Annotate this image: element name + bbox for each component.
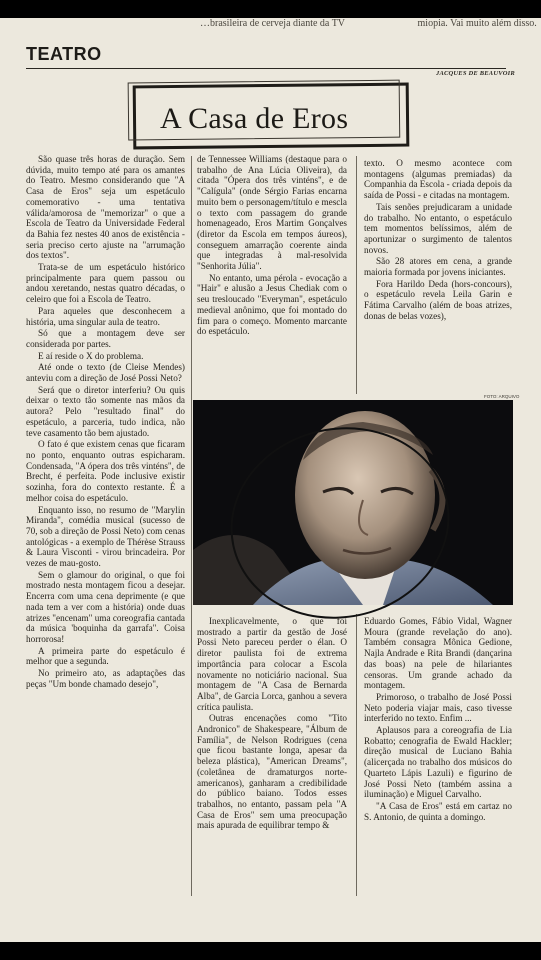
paragraph: Será que o diretor interferiu? Ou quis deixar o texto tão somente nas mãos da autora? Pelo "resultado final" do espetáculo, a parceria, tudo indica, não teve casamento tão bem ajustado. [26, 384, 185, 438]
paragraph: No entanto, uma pérola - evocação a "Hair" e alusão a Jesus Chediak com o seu tresloucado "Everyman", espetáculo medieval anônimo, que foi montado do fim para o começo. Momento marcante do espetáculo. [197, 272, 347, 337]
paragraph: São 28 atores em cena, a grande maioria formada por jovens iniciantes. [364, 256, 512, 278]
newspaper-page [0, 18, 541, 942]
section-title: TEATRO [26, 44, 102, 64]
article-column-1 [26, 154, 185, 690]
paragraph: Trata-se de um espetáculo histórico principalmente para quem passou ou andou xeretando, nestas quatro décadas, o celeiro que foi a Escola de Teatro. [26, 262, 185, 305]
article-column-2-lower [197, 616, 347, 832]
paragraph: "A Casa de Eros" está em cartaz no S. Antonio, de quinta a domingo. [364, 800, 512, 822]
top-strip [200, 18, 540, 32]
article-column-3-lower [364, 616, 512, 823]
photo-credit: FOTO: ARQUIVO [484, 394, 520, 399]
column-rule [356, 614, 357, 896]
paragraph: de Tennessee Williams (destaque para o trabalho de Ana Lúcia Oliveira), da citada "Ópera dos três vinténs", e de "Calígula" (onde Sérgio Farias encarna muito bem o personagem/título e mescla o texto com passagem do grande homenageado, Eros Martim Gonçalves (diretor da Escola em tempos áureos), conseguem amarração coerente ainda que integradas à mal-resolvida "Senhorita Júlia". [197, 154, 347, 272]
paragraph: Até onde o texto (de Cleise Mendes) anteviu com a direção de José Possi Neto? [26, 362, 185, 384]
bottom-border [0, 942, 541, 960]
section-header [26, 42, 506, 69]
strip-text-left: …brasileira de cerveja diante da TV [200, 18, 346, 29]
paragraph: Inexplicavelmente, o que foi mostrado a partir da gestão de José Possi Neto pareceu perder o élan. O diretor paulista foi de extrema importância para colocar a Escola novamente no noticiário nacional. Sua montagem de "A Casa de Bernarda Alba", de Garcia Lorca, ganhou a severa crítica paulista. [197, 616, 347, 712]
paragraph: Aplausos para a coreografia de Lia Robatto; cenografia de Ewald Hackler; direção musical de Luciano Bahia (alicerçada no trabalho dos músicos do Quarteto Lápis Lazuli) e figurino de José Possi Neto (também assina a iluminação) e Miguel Carvalho. [364, 725, 512, 800]
paragraph: Enquanto isso, no resumo de "Marylin Miranda", comédia musical (sucesso de 70, sob a direção de Possi Neto) com cenas antológicas - a exemplo de Thérèse Strauss & Laura Visconti - virou brincadeira. Por vezes de mau-gosto. [26, 504, 185, 569]
column-rule [356, 156, 357, 394]
paragraph: São quase três horas de duração. Sem dúvida, muito tempo até para os amantes do Teatro. Mesmo considerando que "A Casa de Eros" seja um espetáculo comemorativo - uma tentativa válida/amorosa de "memorizar" o que a Escola de Teatro da Universidade Federal da Bahia fez nestes 40 anos de existência - seria preciso certo ajuste na "arrumação dos textos". [26, 154, 185, 261]
paragraph: texto. O mesmo acontece com montagens (algumas premiadas) da Companhia da Escola - criada depois da saída de Possi - e citadas na montagem. [364, 158, 512, 201]
paragraph: No primeiro ato, as adaptações das peças "Um bonde chamado desejo", [26, 668, 185, 689]
article-column-3 [364, 158, 512, 323]
paragraph: Sem o glamour do original, o que foi mostrado nesta montagem ficou a desejar. Encerra com uma cena deprimente (e que nada tem a ver com a história) onde duas atrizes "encenam" uma coreografia cantada da música 'boquinha da garrafa". Coisa horrorosa! [26, 569, 186, 644]
column-rule [191, 156, 192, 896]
paragraph: Tais senões prejudicaram a unidade do trabalho. No entanto, o espetáculo tem momentos belíssimos, além de aportunizar o surgimento de talentos novos. [364, 201, 512, 255]
paragraph: Outras encenações como "Tito Andronico" de Shakespeare, "Álbum de Família", de Nelson Rodrigues (cena que ficou bastante longa, apesar da beleza plástica), "American Dreams", (coletânea de dramaturgos norte-americanos), ganharam a credibilidade do público baiano. Todos esses trabalhos, no entanto, passam pela "A Casa de Eros" sem uma preocupação mais apurada de equilibrar tempo & [197, 713, 347, 831]
paragraph: Para aqueles que desconhecem a história, uma singular aula de teatro. [26, 305, 185, 327]
paragraph: Eduardo Gomes, Fábio Vidal, Wagner Moura (grande revelação do ano). Também consagra Mônica Gedione, Najla Andrade e Rita Brandi (dançarina das boas) na pele de hilariantes censoras. Um grande achado da montagem. [364, 616, 512, 691]
paragraph: E aí reside o X do problema. [38, 350, 144, 361]
paragraph: Fora Harildo Deda (hors-concours), o espetáculo revela Leila Garin e Fátima Carvalho (além de boas atrizes, donas de belas vozes), [364, 278, 512, 321]
paragraph: O fato é que existem cenas que ficaram no ponto, enquanto outras espicharam. Condensada, "A ópera dos três vinténs", de Brecht, é perfeita. Pode inclusive existir sozinha, fora do contexto restante. É a melhor coisa do espetáculo. [26, 439, 185, 503]
strip-text-right: miopia. Vai muito além disso. [417, 18, 537, 29]
headline: A Casa de Eros [160, 102, 349, 135]
byline: JACQUES DE BEAUVOIR [436, 70, 515, 77]
paragraph: Só que a montagem deve ser considerada por partes. [26, 328, 185, 349]
article-column-2 [197, 154, 347, 338]
paragraph: A primeira parte do espetáculo é melhor que a segunda. [26, 645, 185, 667]
paragraph: Primoroso, o trabalho de José Possi Neto poderia viajar mais, caso tivesse interferido no texto. Enfim ... [364, 691, 512, 724]
